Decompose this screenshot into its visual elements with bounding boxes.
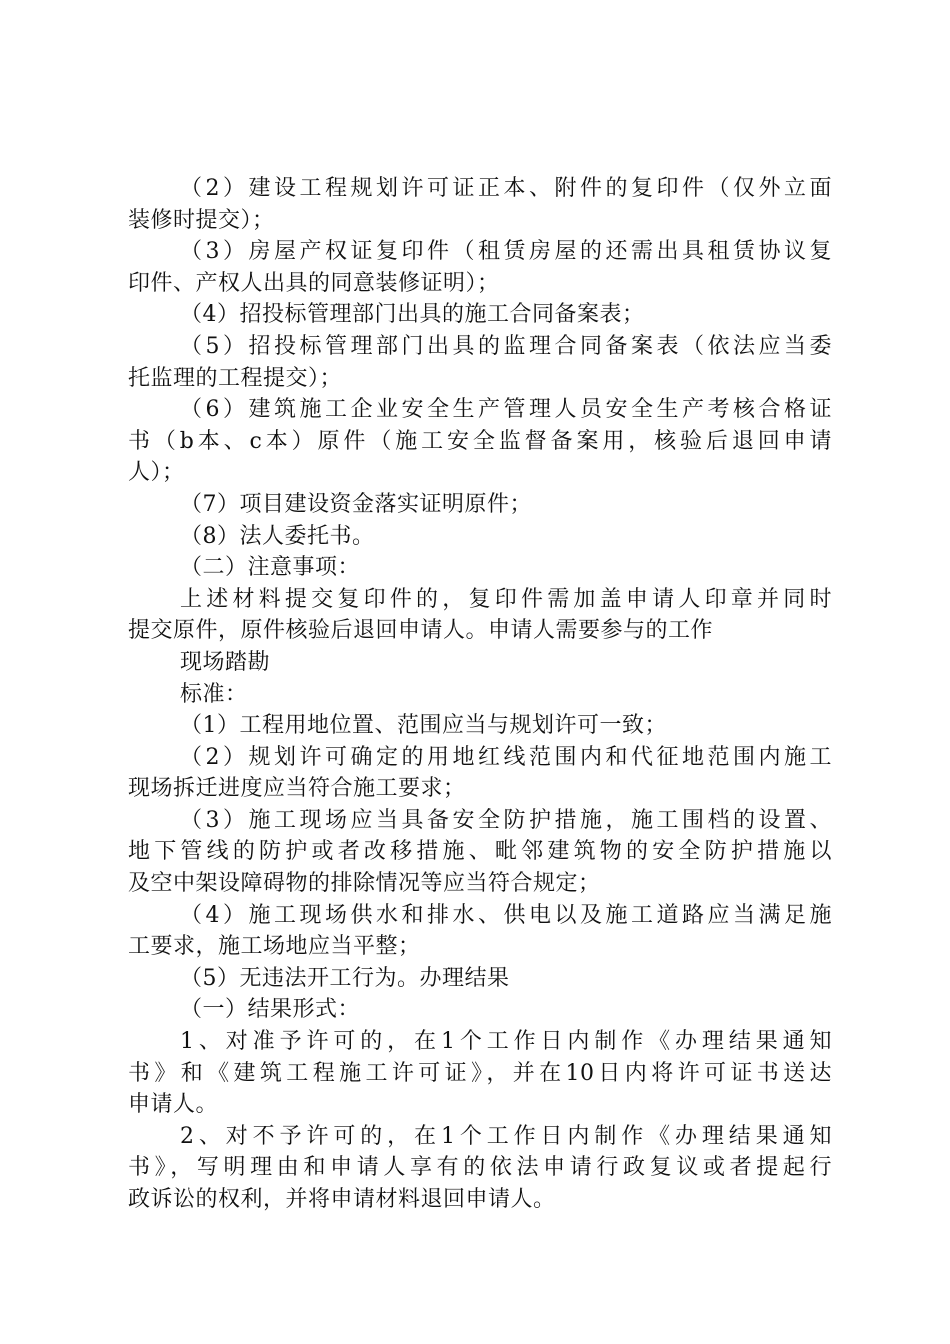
document-line: （2）规划许可确定的用地红线范围内和代征地范围内施工 xyxy=(180,744,832,770)
document-line: 装修时提交）； xyxy=(128,207,275,233)
document-line: 工要求，施工场地应当平整； xyxy=(128,934,421,960)
document-line: 上述材料提交复印件的，复印件需加盖申请人印章并同时 xyxy=(180,586,832,612)
document-line: （5）无违法开工行为。办理结果 xyxy=(180,965,510,991)
document-line: 人）； xyxy=(128,460,185,486)
document-line: 书》和《建筑工程施工许可证》，并在10日内将许可证书送达 xyxy=(128,1060,832,1086)
document-line: （7）项目建设资金落实证明原件； xyxy=(180,491,532,517)
document-line: 托监理的工程提交）； xyxy=(128,365,343,391)
document-line: 1、对准予许可的，在1个工作日内制作《办理结果通知 xyxy=(180,1029,832,1055)
document-line: 政诉讼的权利，并将申请材料退回申请人。 xyxy=(128,1187,556,1212)
document-line: 2、对不予许可的，在1个工作日内制作《办理结果通知 xyxy=(180,1123,832,1149)
document-line: （5）招投标管理部门出具的监理合同备案表（依法应当委 xyxy=(180,333,832,359)
document-line: 及空中架设障碍物的排除情况等应当符合规定； xyxy=(128,871,601,897)
document-line: （2）建设工程规划许可证正本、附件的复印件（仅外立面 xyxy=(180,176,832,201)
document-line: 标准： xyxy=(180,681,248,707)
document-line: 书（b本、c本）原件（施工安全监督备案用，核验后退回申请 xyxy=(128,428,832,454)
document-line: （8）法人委托书。 xyxy=(180,523,375,549)
document-line: （一）结果形式： xyxy=(180,997,361,1023)
document-line: （3）房屋产权证复印件（租赁房屋的还需出具租赁协议复 xyxy=(180,239,832,265)
document-line: （4）施工现场供水和排水、供电以及施工道路应当满足施 xyxy=(180,902,832,928)
document-line: 申请人。 xyxy=(128,1092,219,1118)
document-line: （二）注意事项： xyxy=(180,555,361,581)
document-line: 现场踏勘 xyxy=(180,649,271,675)
document-body xyxy=(128,173,832,1216)
document-line: 地下管线的防护或者改移措施、毗邻建筑物的安全防护措施以 xyxy=(128,839,832,865)
document-line: （3）施工现场应当具备安全防护措施，施工围档的设置、 xyxy=(180,807,832,833)
document-line: 书》，写明理由和申请人享有的依法申请行政复议或者提起行 xyxy=(128,1155,832,1181)
document-line: （6）建筑施工企业安全生产管理人员安全生产考核合格证 xyxy=(180,397,832,423)
document-line: 印件、产权人出具的同意装修证明）； xyxy=(128,270,500,296)
document-line: 现场拆迁进度应当符合施工要求； xyxy=(128,776,466,802)
document-line: （1）工程用地位置、范围应当与规划许可一致； xyxy=(180,713,667,739)
document-line: （4）招投标管理部门出具的施工合同备案表； xyxy=(180,302,645,328)
document-line: 提交原件，原件核验后退回申请人。申请人需要参与的工作 xyxy=(128,618,714,644)
